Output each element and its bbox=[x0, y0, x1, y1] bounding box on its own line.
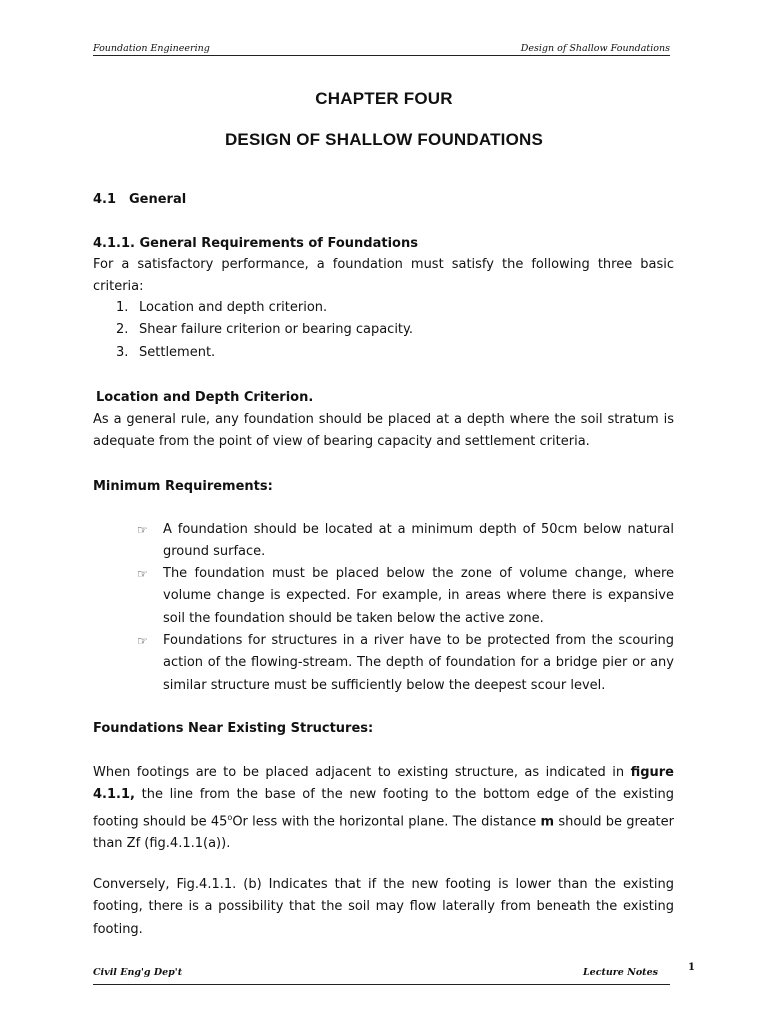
paragraph-text: When footings are to be placed adjacent to existing structure, as indicated in bbox=[93, 765, 631, 780]
list-item: Foundations for structures in a river have to be protected from the scouring action of the flowing-stream. The depth of foundation for a bridge pier or any similar structure must be sufficiently below the deepest scour level. bbox=[163, 633, 674, 693]
criteria-number: 2. bbox=[116, 322, 129, 337]
criteria-number: 1. bbox=[116, 300, 129, 315]
criteria-number: 3. bbox=[116, 345, 129, 360]
criteria-item bbox=[116, 342, 215, 364]
location-paragraph: As a general rule, any foundation should be placed at a depth where the soil stratum is adequate from the point of view of bearing capacity and settlement criteria. bbox=[93, 412, 674, 450]
criteria-item bbox=[116, 297, 327, 319]
list-item: The foundation must be placed below the zone of volume change, where volume change is expected. For example, in areas where there is expansive soil the foundation should be taken below the active zone. bbox=[163, 566, 674, 626]
paragraph-text: the line from the base of the new footing to the bottom edge of the existing footing should be 45 bbox=[93, 787, 674, 829]
paragraph-text: should be greater than Zf (fig.4.1.1(a)). bbox=[93, 813, 674, 852]
near-existing-heading: Foundations Near Existing Structures: bbox=[93, 721, 374, 736]
criteria-text: Shear failure criterion or bearing capacity. bbox=[139, 322, 413, 337]
running-footer-right: Lecture Notes bbox=[583, 967, 658, 978]
section-heading bbox=[93, 189, 674, 211]
page-number: 1 bbox=[688, 962, 695, 973]
intro-paragraph: For a satisfactory performance, a foundation must satisfy the following three basic criteria: bbox=[93, 257, 674, 295]
paragraph-text: Or less with the horizontal plane. The distance bbox=[232, 813, 541, 829]
section-title: General bbox=[129, 192, 187, 207]
header-rule bbox=[93, 55, 670, 56]
criteria-text: Location and depth criterion. bbox=[139, 300, 328, 315]
pointing-hand-icon: ☞ bbox=[137, 523, 148, 537]
section-number: 4.1 bbox=[93, 192, 117, 207]
chapter-number: CHAPTER FOUR bbox=[315, 89, 453, 108]
footer-rule bbox=[93, 984, 670, 985]
conversely-paragraph: Conversely, Fig.4.1.1. (b) Indicates that if the new footing is lower than the existing footing, there is a possibility that the soil may flow laterally from beneath the existing footing. bbox=[93, 877, 674, 937]
minimum-heading: Minimum Requirements: bbox=[93, 479, 273, 494]
degree-superscript: o bbox=[227, 812, 233, 822]
figure-reference: figure 4.1.1, bbox=[93, 765, 674, 803]
pointing-hand-icon: ☞ bbox=[137, 634, 148, 648]
running-footer-left: Civil Eng'g Dep't bbox=[93, 967, 183, 978]
chapter-title: DESIGN OF SHALLOW FOUNDATIONS bbox=[224, 130, 544, 149]
pointing-hand-icon: ☞ bbox=[137, 567, 148, 581]
near-existing-paragraph bbox=[93, 762, 674, 856]
list-item: A foundation should be located at a minimum depth of 50cm below natural ground surface. bbox=[163, 522, 674, 560]
distance-symbol: m bbox=[540, 813, 555, 829]
running-header-left: Foundation Engineering bbox=[93, 43, 210, 54]
location-heading: Location and Depth Criterion. bbox=[96, 390, 314, 405]
running-header-right: Design of Shallow Foundations bbox=[520, 43, 670, 54]
criteria-item bbox=[116, 319, 413, 341]
criteria-text: Settlement. bbox=[139, 345, 216, 360]
subsection-heading: 4.1.1. General Requirements of Foundations bbox=[93, 236, 418, 251]
